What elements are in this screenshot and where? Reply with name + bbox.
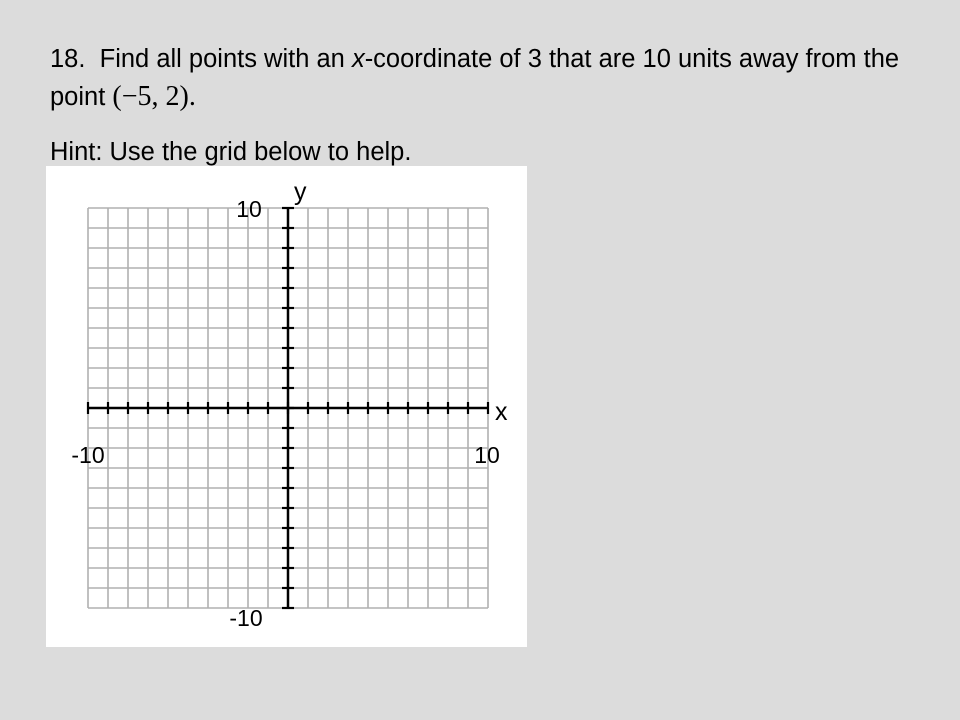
y-min-label: -10 bbox=[229, 605, 263, 631]
x-variable: x bbox=[351, 45, 365, 73]
problem-text-start: Find all points with an bbox=[99, 45, 345, 73]
hint-text: Hint: Use the grid below to help. bbox=[50, 138, 412, 166]
coordinate-grid bbox=[46, 166, 527, 647]
end-punctuation: . bbox=[188, 81, 196, 112]
y-max-label: 10 bbox=[236, 196, 262, 222]
coordinate-grid-panel bbox=[46, 166, 527, 647]
problem-text-middle: -coordinate of 3 that are 10 units away from the point bbox=[50, 45, 900, 111]
x-max-label: 10 bbox=[474, 442, 500, 468]
problem-statement bbox=[50, 40, 930, 116]
x-axis-label: x bbox=[495, 398, 508, 426]
y-axis-label: y bbox=[294, 178, 307, 206]
problem-number: 18. bbox=[50, 45, 86, 73]
x-min-label: -10 bbox=[71, 442, 105, 468]
point-coordinates: (−5, 2) bbox=[112, 81, 189, 112]
